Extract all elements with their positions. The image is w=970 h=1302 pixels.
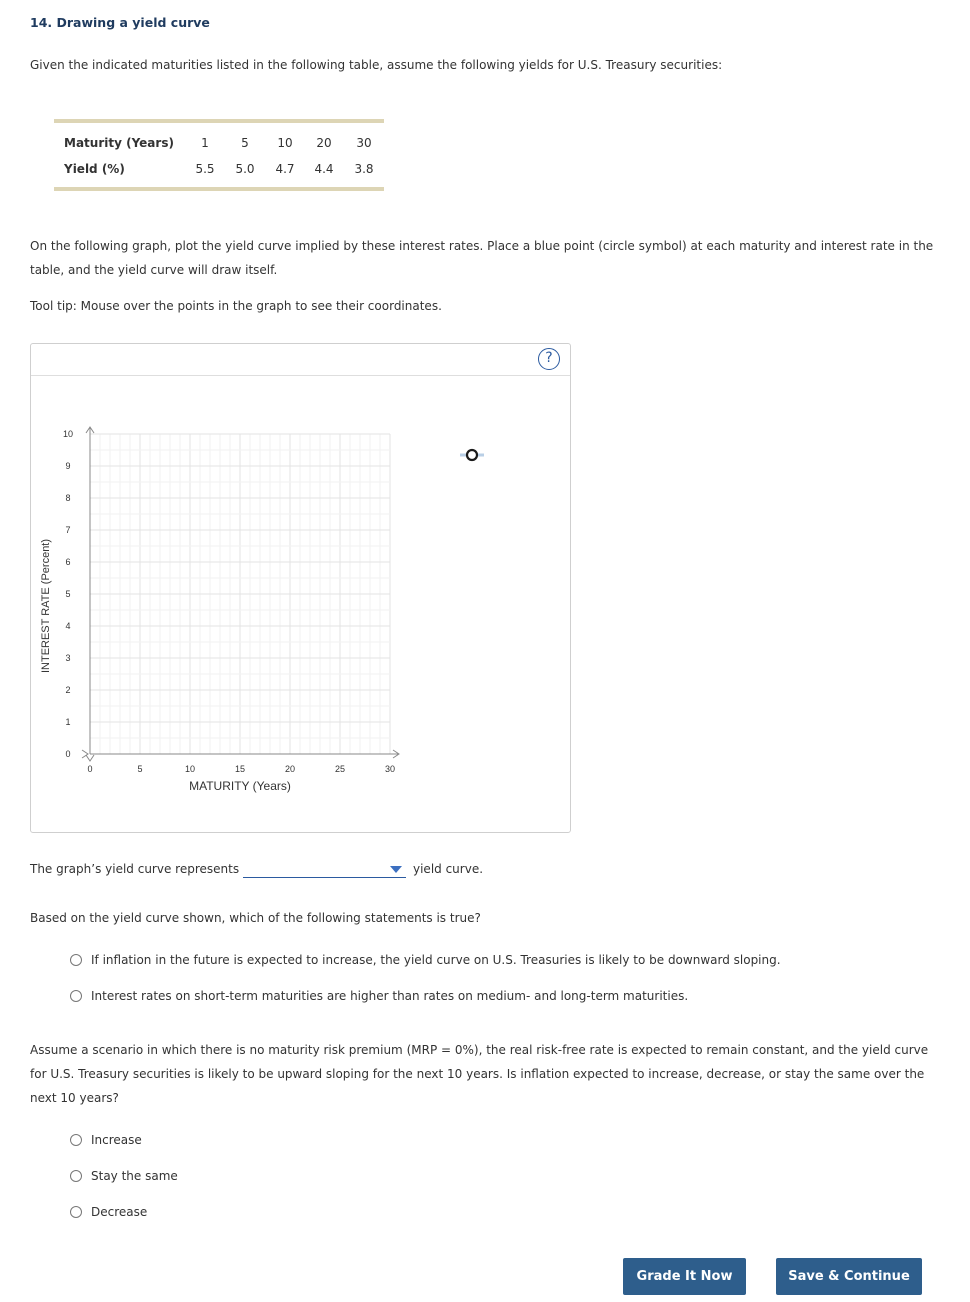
x-tick-label: 15 xyxy=(234,764,246,774)
y-tick-label: 0 xyxy=(65,749,71,759)
dropdown-prefix: The graph’s yield curve represents xyxy=(30,862,240,876)
grade-it-now-button[interactable]: Grade It Now xyxy=(623,1258,746,1295)
y-tick-label: 6 xyxy=(65,557,71,567)
yield-cell: 4.7 xyxy=(275,162,295,176)
q2-option-decrease-radio[interactable] xyxy=(70,1206,82,1218)
q2-option-same-radio[interactable] xyxy=(70,1170,82,1182)
maturity-cell: 20 xyxy=(316,136,332,150)
x-tick-label: 30 xyxy=(384,764,396,774)
maturity-cell: 1 xyxy=(201,136,209,150)
y-tick-label: 5 xyxy=(65,589,71,599)
blue-point-tool-icon[interactable] xyxy=(467,450,477,460)
y-tick-label: 4 xyxy=(65,621,71,631)
y-tick-label: 2 xyxy=(65,685,71,695)
x-tick-label: 20 xyxy=(284,764,296,774)
maturity-cell: 30 xyxy=(356,136,372,150)
intro-text: Given the indicated maturities listed in the following table, assume the following yields for U.S. Treasury securities: xyxy=(30,58,723,72)
y-tick-label: 3 xyxy=(65,653,71,663)
maturity-yield-table xyxy=(54,119,384,191)
y-tick-label: 8 xyxy=(65,493,71,503)
x-axis-label: MATURITY (Years) xyxy=(189,779,291,793)
help-icon[interactable]: ? xyxy=(538,348,560,370)
chevron-down-icon xyxy=(390,866,402,873)
q2-option-same-label[interactable]: Stay the same xyxy=(91,1169,178,1183)
yield-cell: 4.4 xyxy=(314,162,334,176)
graph-instructions-line2: table, and the yield curve will draw itself. xyxy=(30,263,278,277)
q2-prompt-line1: Assume a scenario in which there is no maturity risk premium (MRP = 0%), the real risk-free rate is expected to remain constant, and the yield curve xyxy=(30,1043,929,1057)
x-tick-label: 0 xyxy=(87,764,93,774)
q1-option-1-radio[interactable] xyxy=(70,954,82,966)
y-tick-label: 10 xyxy=(62,429,74,439)
maturity-cell: 5 xyxy=(241,136,249,150)
q2-prompt-line3: next 10 years? xyxy=(30,1091,119,1105)
yield-cell: 5.5 xyxy=(195,162,215,176)
x-tick-label: 5 xyxy=(137,764,143,774)
maturity-cell: 10 xyxy=(277,136,293,150)
save-continue-button[interactable]: Save & Continue xyxy=(776,1258,922,1295)
q1-option-2-radio[interactable] xyxy=(70,990,82,1002)
q2-prompt-line2: for U.S. Treasury securities is likely to be upward sloping for the next 10 years. Is inflation expected to increase, decrease, or stay the same over the xyxy=(30,1067,925,1081)
yield-cell: 5.0 xyxy=(235,162,255,176)
q2-option-increase-label[interactable]: Increase xyxy=(91,1133,142,1147)
yield-header: Yield (%) xyxy=(64,162,125,176)
q1-option-2-label[interactable]: Interest rates on short-term maturities are higher than rates on medium- and long-term maturities. xyxy=(91,989,689,1003)
yield-curve-type-dropdown[interactable] xyxy=(243,862,406,878)
y-tick-label: 7 xyxy=(65,525,71,535)
y-tick-label: 9 xyxy=(65,461,71,471)
yield-cell: 3.8 xyxy=(354,162,374,176)
y-axis-down-arrow-icon xyxy=(86,755,94,761)
y-tick-label: 1 xyxy=(65,717,71,727)
yield-curve-graph[interactable] xyxy=(30,376,570,832)
q2-option-decrease-label[interactable]: Decrease xyxy=(91,1205,148,1219)
x-tick-label: 25 xyxy=(334,764,346,774)
dropdown-suffix: yield curve. xyxy=(413,862,484,876)
graph-instructions-line1: On the following graph, plot the yield curve implied by these interest rates. Place a blue point (circle symbol) at each maturity and interest rate in the xyxy=(30,239,934,253)
q1-prompt: Based on the yield curve shown, which of the following statements is true? xyxy=(30,911,481,925)
x-tick-label: 10 xyxy=(184,764,196,774)
y-axis-label: INTEREST RATE (Percent) xyxy=(40,538,52,674)
yield-row xyxy=(54,162,384,182)
q1-option-1-label[interactable]: If inflation in the future is expected to increase, the yield curve on U.S. Treasuries is likely to be downward sloping. xyxy=(91,953,781,967)
maturity-header: Maturity (Years) xyxy=(64,136,174,150)
tooltip-text: Tool tip: Mouse over the points in the graph to see their coordinates. xyxy=(30,299,442,313)
q2-option-increase-radio[interactable] xyxy=(70,1134,82,1146)
maturity-row xyxy=(54,136,384,156)
question-title: 14. Drawing a yield curve xyxy=(30,15,210,30)
